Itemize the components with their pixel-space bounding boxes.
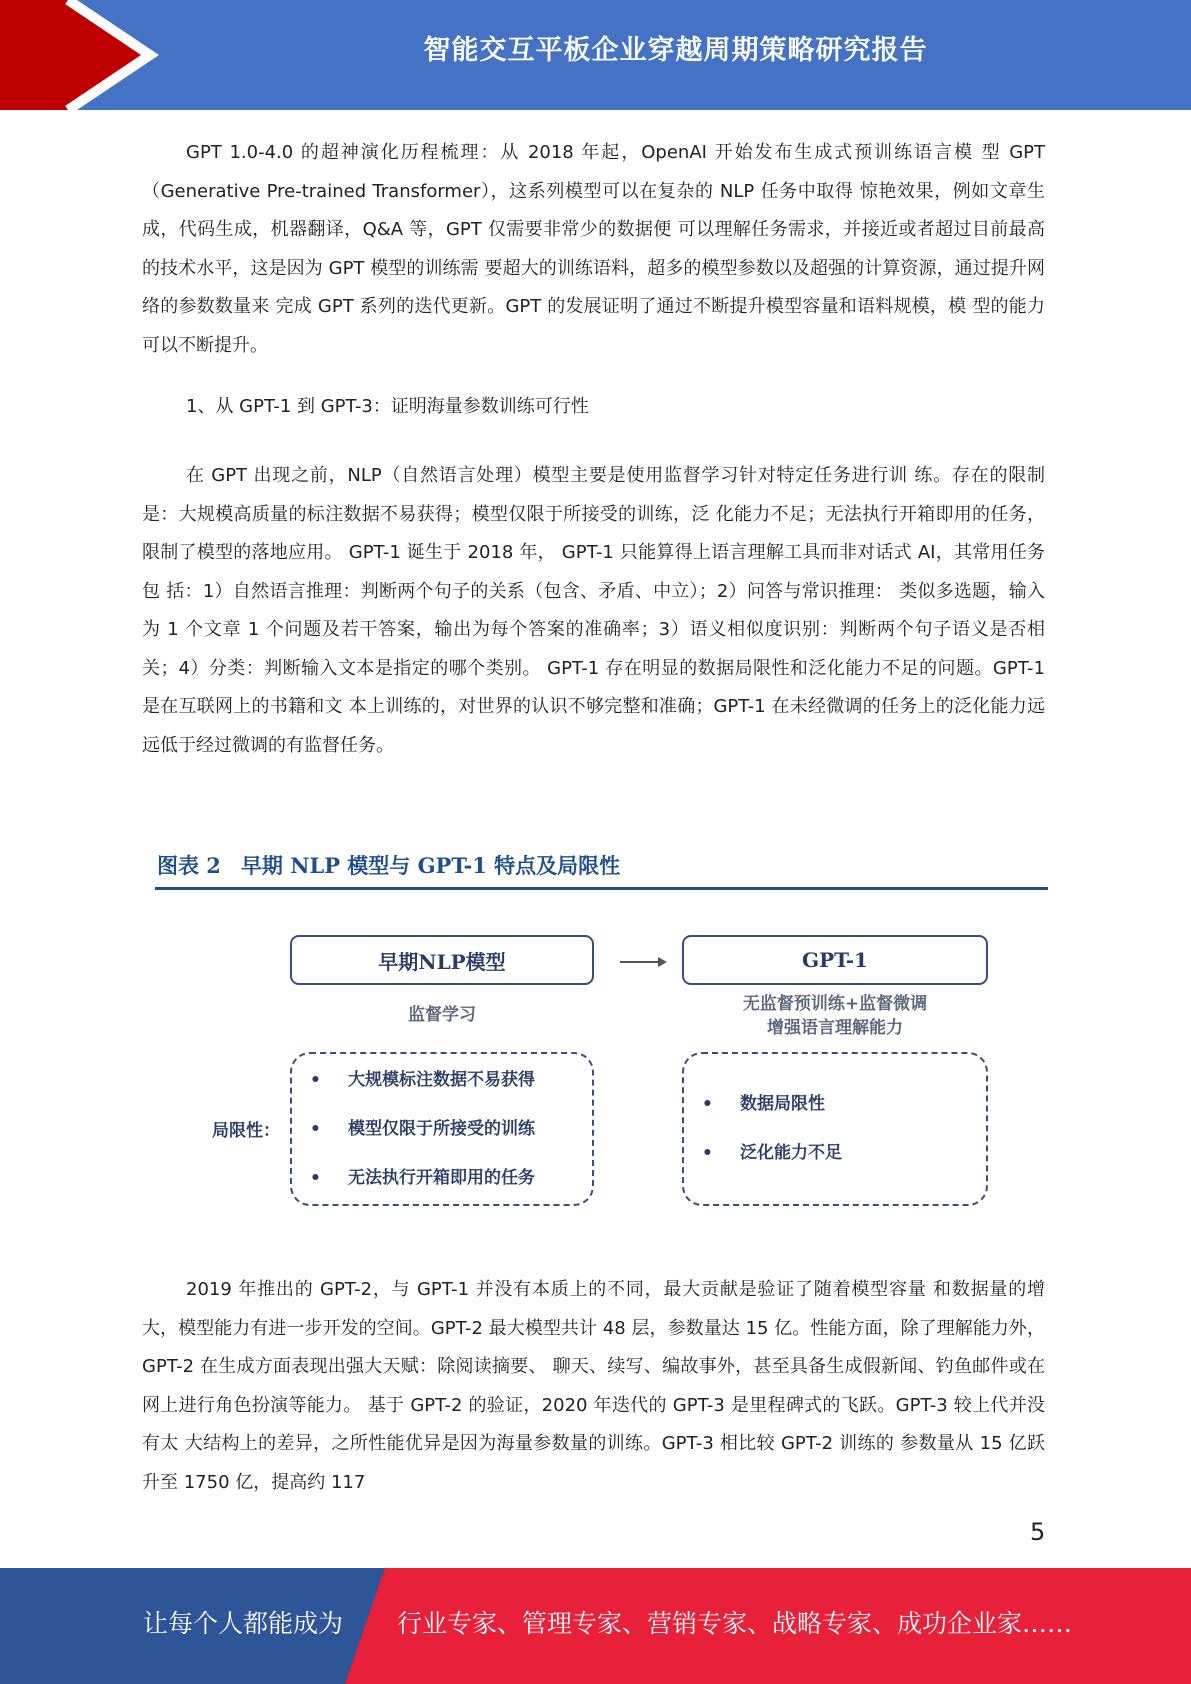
early-nlp-method: 监督学习: [408, 1005, 476, 1025]
gpt1-limitations: [682, 1052, 988, 1206]
footer-slogan-left: 让每个人都能成为: [143, 1609, 344, 1638]
gpt1-method-line2: 增强语言理解能力: [767, 1018, 903, 1038]
paragraph-gpt2-gpt3: 2019 年推出的 GPT-2，与 GPT-1 并没有本质上的不同，最大贡献是验证了随着模型容量 和数据量的增大，模型能力有进一步开发的空间。GPT-2 最大模型共计 48 层，参数量达 15 亿。性能方面，除了理解能力外，GPT-2 在生成方面表现出强大天赋：除阅读摘要、 聊天、续写、编故事外，甚至具备生成假新闻、钓鱼邮件或在网上进行角色扮演等能力。 基于 GPT-2 的验证，2020 年迭代的 GPT-3 是里程碑式的飞跃。GPT-3 较上代并没有太 大结构上的差异，之所性能优异是因为海量参数量的训练。GPT-3 相比较 GPT-2 训练的 参数量从 15 亿跃升至 1750 亿，提高约 117: [142, 1279, 1045, 1493]
page-footer: [0, 1568, 1191, 1684]
limitation-item: • 无法执行开箱即用的任务: [292, 1154, 592, 1203]
header-chevron-icon: [0, 0, 170, 110]
limitation-item: • 数据局限性: [684, 1080, 986, 1129]
gpt1-method-line1: 无监督预训练+监督微调: [742, 994, 928, 1014]
arrow-right-icon: [620, 954, 668, 970]
figure-divider: [155, 887, 1048, 890]
page-number: 5: [1030, 1518, 1046, 1546]
footer-slogan-right: 行业专家、管理专家、营销专家、战略专家、成功企业家……: [397, 1609, 1073, 1638]
limitation-item: • 泛化能力不足: [684, 1129, 986, 1178]
figure-caption: [157, 850, 620, 880]
early-nlp-limitations: [290, 1052, 594, 1206]
section-subheading: 1、从 GPT-1 到 GPT-3：证明海量参数训练可行性: [186, 396, 589, 417]
gpt1-box: GPT-1: [682, 935, 988, 985]
gpt1-method: [682, 992, 988, 1040]
limitations-label: 局限性：: [212, 1121, 280, 1141]
figure-number: 图表 2: [157, 853, 221, 878]
paragraph-gpt-evolution: GPT 1.0-4.0 的超神演化历程梳理：从 2018 年起，OpenAI 开始发布生成式预训练语言模 型 GPT（Generative Pre-trained Transformer），这系列模型可以在复杂的 NLP 任务中取得 惊艳效果，例如文章生成，代码生成，机器翻译，Q&A 等，GPT 仅需要非常少的数据便 可以理解任务需求，并接近或者超过目前最高的技术水平，这是因为 GPT 模型的训练需 要超大的训练语料，超多的模型参数以及超强的计算资源，通过提升网络的参数数量来 完成 GPT 系列的迭代更新。GPT 的发展证明了通过不断提升模型容量和语料规模，模 型的能力可以不断提升。: [142, 142, 1045, 356]
page-header: [0, 0, 1191, 110]
figure-title: 早期 NLP 模型与 GPT-1 特点及局限性: [240, 853, 621, 878]
paragraph-gpt1: 在 GPT 出现之前，NLP（自然语言处理）模型主要是使用监督学习针对特定任务进行训 练。存在的限制是：大规模高质量的标注数据不易获得；模型仅限于所接受的训练，泛 化能力不足；无法执行开箱即用的任务，限制了模型的落地应用。 GPT-1 诞生于 2018 年， GPT-1 只能算得上语言理解工具而非对话式 AI，其常用任务包 括：1）自然语言推理：判断两个句子的关系（包含、矛盾、中立）；2）问答与常识推理： 类似多选题，输入为 1 个文章 1 个问题及若干答案，输出为每个答案的准确率；3）语义相似度识别：判断两个句子语义是否相关；4）分类：判断输入文本是指定的哪个类别。 GPT-1 存在明显的数据局限性和泛化能力不足的问题。GPT-1 是在互联网上的书籍和文 本上训练的，对世界的认识不够完整和准确；GPT-1 在未经微调的任务上的泛化能力远 远低于经过微调的有监督任务。: [142, 465, 1045, 756]
early-nlp-box: 早期NLP模型: [290, 935, 594, 985]
limitation-item: • 模型仅限于所接受的训练: [292, 1105, 592, 1154]
report-title: 智能交互平板企业穿越周期策略研究报告: [423, 35, 928, 66]
limitation-item: • 大规模标注数据不易获得: [292, 1056, 592, 1105]
